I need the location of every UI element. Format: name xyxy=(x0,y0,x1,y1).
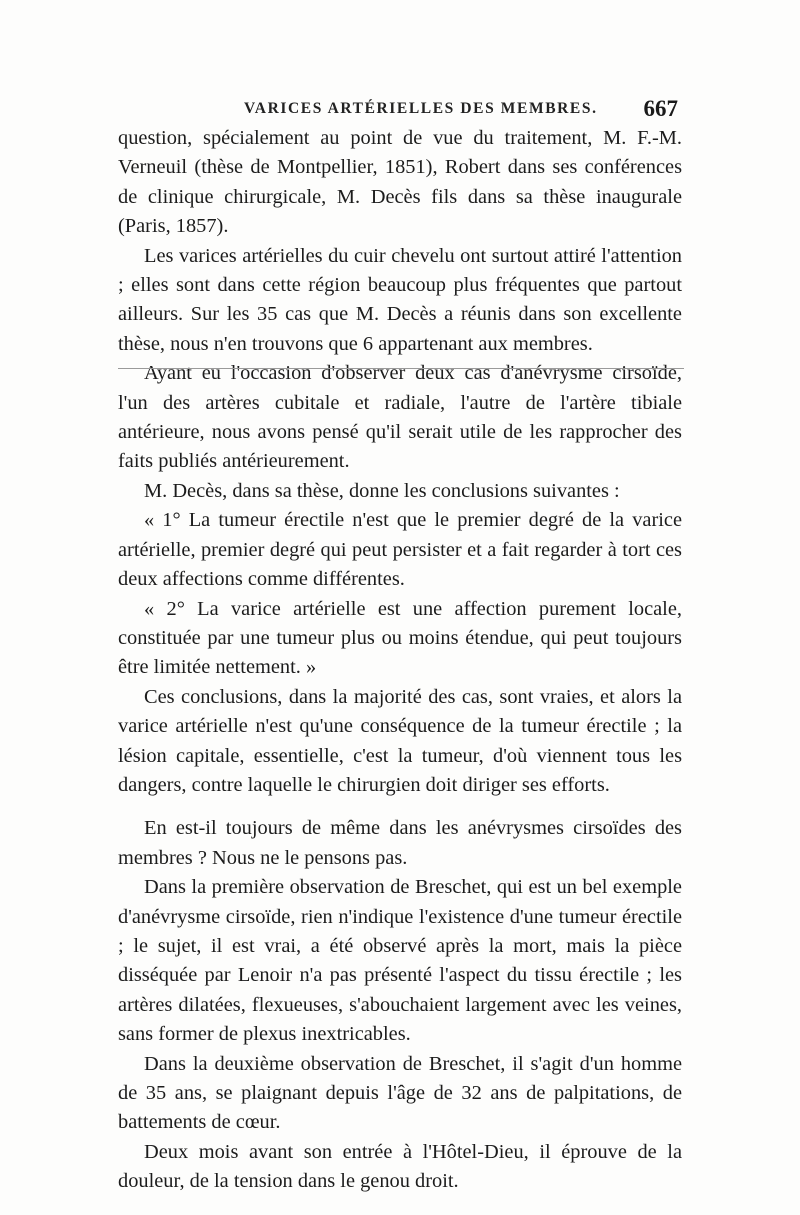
paragraph-breschet-first-observation: Dans la première observation de Breschet, qui est un bel exemple d'anévrysme cirsoïde, rien n'indique l'existence d'une tumeur érectile ; le sujet, il est vrai, a été observé après la mort, mais la pièce disséquée par Lenoir n'a pas présenté l'aspect du tissu érectile ; les artères dilatées, flexueuses, s'abouchaient largement avec les veines, sans former de plexus inextricables. xyxy=(118,876,682,1046)
body-text xyxy=(118,124,682,1197)
paragraph-continuation: question, spécialement au point de vue du traitement, M. F.-M. Verneuil (thèse de Montpellier, 1851), Robert dans ses conférences de clinique chirurgicale, M. Decès fils dans sa thèse inaugurale (Paris, 1857). xyxy=(118,127,682,238)
paragraph-hotel-dieu: Deux mois avant son entrée à l'Hôtel-Dieu, il éprouve de la douleur, de la tension dans le genou droit. xyxy=(118,1140,682,1193)
paragraph-two-cases: Ayant eu l'occasion d'observer deux cas d'anévrysme cirsoïde, l'un des artères cubitale et radiale, l'autre de l'artère tibiale antérieure, nous avons pensé qu'il serait utile de les rapprocher des faits publiés antérieurement. xyxy=(118,362,682,473)
paragraph-conclusions-commentary: Ces conclusions, dans la majorité des cas, sont vraies, et alors la varice artérielle n'est qu'une conséquence de la tumeur érectile ; la lésion capitale, essentielle, c'est la tumeur, d'où viennent tous les dangers, contre laquelle le chirurgien doit diriger ses efforts. xyxy=(118,685,682,796)
paragraph-conclusion-2: « 2° La varice artérielle est une affection purement locale, constituée par une tumeur plus ou moins étendue, qui peut toujours être limitée nettement. » xyxy=(118,597,682,679)
section-divider xyxy=(118,368,684,369)
page-number: 667 xyxy=(643,96,678,121)
running-header xyxy=(118,96,678,126)
paragraph-conclusion-1: « 1° La tumeur érectile n'est que le premier degré de la varice artérielle, premier degré qui peut persister et a fait regarder à tort ces deux affections comme différentes. xyxy=(118,509,682,591)
paragraph-question-members: En est-il toujours de même dans les anévrysmes cirsoïdes des membres ? Nous ne le pensons pas. xyxy=(118,817,682,869)
paragraph-scalp-varices: Les varices artérielles du cuir chevelu ont surtout attiré l'attention ; elles sont dans cette région beaucoup plus fréquentes que partout ailleurs. Sur les 35 cas que M. Decès a réunis dans son excellente thèse, nous n'en trouvons que 6 appartenant aux membres. xyxy=(118,244,682,355)
paragraph-breschet-second-observation: Dans la deuxième observation de Breschet, il s'agit d'un homme de 35 ans, se plaignant depuis l'âge de 32 ans de palpitations, de battements de cœur. xyxy=(118,1052,682,1134)
running-title: VARICES ARTÉRIELLES DES MEMBRES. xyxy=(244,100,598,117)
paragraph-deces-conclusions-intro: M. Decès, dans sa thèse, donne les conclusions suivantes : xyxy=(144,479,620,502)
